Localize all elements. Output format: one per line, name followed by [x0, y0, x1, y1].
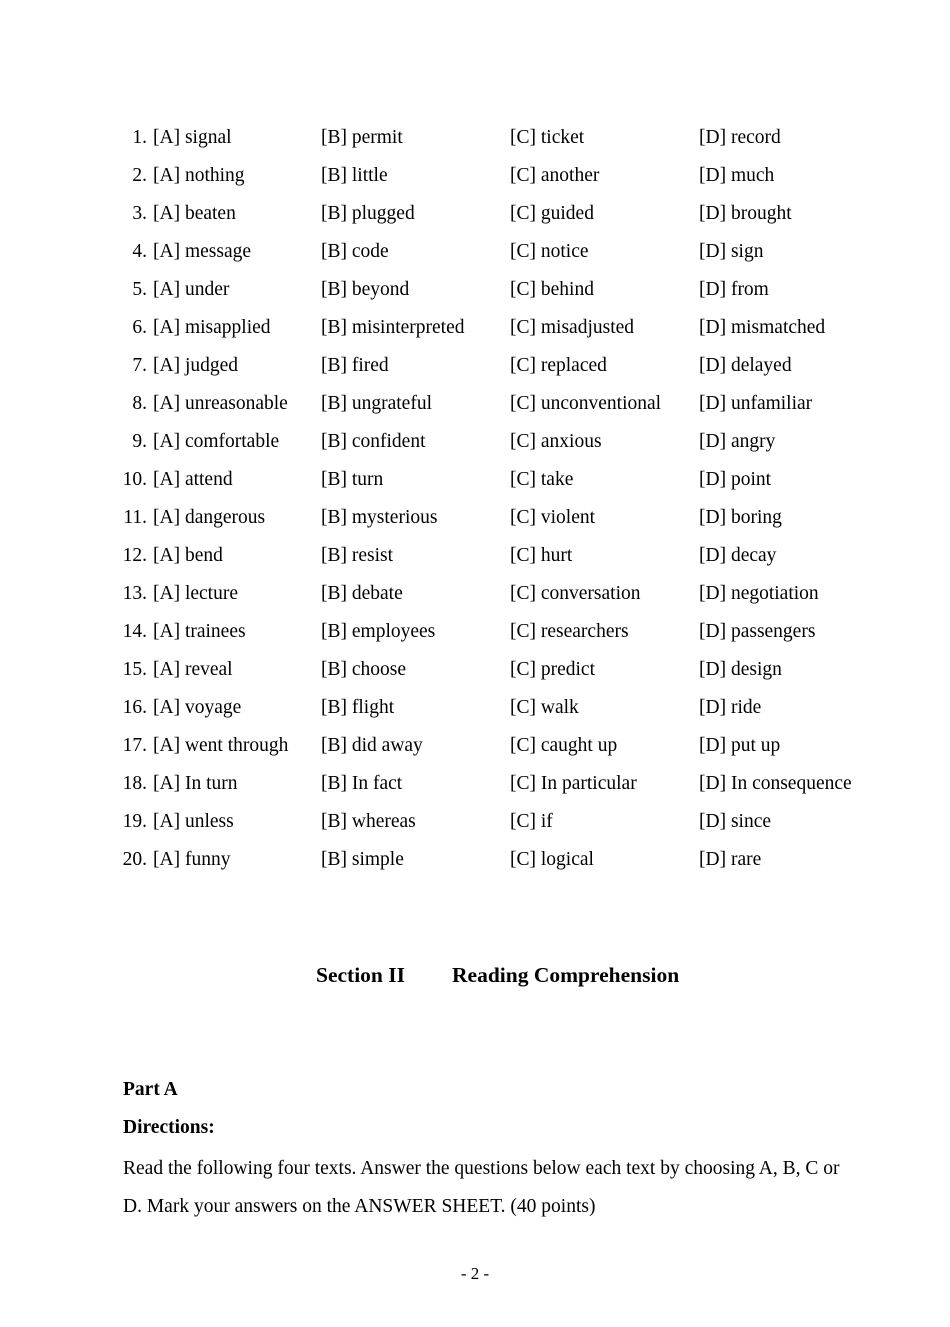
question-number: 15.	[122, 659, 147, 680]
question-row	[0, 350, 950, 388]
question-row	[0, 388, 950, 426]
option-c: [C] researchers	[510, 621, 629, 642]
option-a: [A] comfortable	[153, 431, 280, 452]
option-a: [A] In turn	[153, 773, 238, 794]
option-c: [C] In particular	[510, 773, 637, 794]
option-a: [A] beaten	[153, 203, 236, 224]
option-d: [D] mismatched	[699, 317, 826, 338]
question-row	[0, 426, 950, 464]
question-number: 8.	[132, 393, 147, 414]
option-b: [B] misinterpreted	[321, 317, 465, 338]
option-c: [C] notice	[510, 241, 589, 262]
option-a: [A] unless	[153, 811, 234, 832]
question-number: 7.	[132, 355, 147, 376]
option-c: [C] predict	[510, 659, 596, 680]
option-b: [B] beyond	[321, 279, 410, 300]
question-row	[0, 236, 950, 274]
section-label: Section II	[316, 963, 405, 987]
option-d: [D] boring	[699, 507, 782, 528]
question-row	[0, 616, 950, 654]
question-row	[0, 502, 950, 540]
option-b: [B] ungrateful	[321, 393, 433, 414]
option-c: [C] logical	[510, 849, 594, 870]
option-d: [D] rare	[699, 849, 762, 870]
question-number: 4.	[132, 241, 147, 262]
question-row	[0, 160, 950, 198]
option-b: [B] turn	[321, 469, 384, 490]
directions-label: Directions:	[123, 1117, 215, 1138]
question-number: 13.	[122, 583, 147, 604]
option-a: [A] bend	[153, 545, 223, 566]
option-c: [C] walk	[510, 697, 579, 718]
option-a: [A] funny	[153, 849, 231, 870]
option-b: [B] In fact	[321, 773, 403, 794]
option-a: [A] went through	[153, 735, 289, 756]
option-d: [D] much	[699, 165, 775, 186]
question-row	[0, 844, 950, 882]
option-d: [D] design	[699, 659, 782, 680]
question-row	[0, 730, 950, 768]
option-b: [B] choose	[321, 659, 407, 680]
question-number: 17.	[122, 735, 147, 756]
option-c: [C] behind	[510, 279, 594, 300]
section-name: Reading Comprehension	[452, 963, 680, 987]
section-heading	[316, 960, 680, 990]
question-number: 3.	[132, 203, 147, 224]
option-c: [C] anxious	[510, 431, 602, 452]
option-a: [A] voyage	[153, 697, 242, 718]
question-number: 18.	[122, 773, 147, 794]
question-number: 19.	[122, 811, 147, 832]
option-c: [C] caught up	[510, 735, 618, 756]
option-c: [C] unconventional	[510, 393, 662, 414]
question-number: 12.	[122, 545, 147, 566]
option-d: [D] brought	[699, 203, 792, 224]
option-a: [A] reveal	[153, 659, 233, 680]
option-d: [D] negotiation	[699, 583, 819, 604]
option-d: [D] delayed	[699, 355, 792, 376]
question-row	[0, 578, 950, 616]
question-row	[0, 198, 950, 236]
option-c: [C] take	[510, 469, 574, 490]
option-b: [B] debate	[321, 583, 403, 604]
question-number: 16.	[122, 697, 147, 718]
question-row	[0, 464, 950, 502]
option-a: [A] signal	[153, 127, 232, 148]
question-row	[0, 312, 950, 350]
option-c: [C] if	[510, 811, 553, 832]
option-a: [A] dangerous	[153, 507, 266, 528]
option-d: [D] unfamiliar	[699, 393, 813, 414]
option-b: [B] fired	[321, 355, 389, 376]
option-b: [B] employees	[321, 621, 436, 642]
question-number: 14.	[122, 621, 147, 642]
option-c: [C] guided	[510, 203, 594, 224]
option-d: [D] record	[699, 127, 781, 148]
question-number: 20.	[122, 849, 147, 870]
question-row	[0, 768, 950, 806]
page-number: - 2 -	[460, 1264, 490, 1283]
option-c: [C] conversation	[510, 583, 641, 604]
option-d: [D] ride	[699, 697, 762, 718]
question-number: 6.	[132, 317, 147, 338]
option-d: [D] In consequence	[699, 773, 852, 794]
cloze-options-list	[0, 122, 950, 882]
question-number: 2.	[132, 165, 147, 186]
option-d: [D] put up	[699, 735, 781, 756]
option-c: [C] hurt	[510, 545, 573, 566]
option-b: [B] little	[321, 165, 388, 186]
question-row	[0, 806, 950, 844]
option-a: [A] attend	[153, 469, 233, 490]
option-c: [C] misadjusted	[510, 317, 635, 338]
option-c: [C] violent	[510, 507, 596, 528]
question-number: 9.	[132, 431, 147, 452]
option-a: [A] under	[153, 279, 230, 300]
option-c: [C] another	[510, 165, 600, 186]
option-a: [A] misapplied	[153, 317, 271, 338]
question-number: 5.	[132, 279, 147, 300]
directions-text: Read the following four texts. Answer the questions below each text by choosing A, B, C or D. Mark your answers on the ANSWER SHEET. (40 points)	[123, 1158, 840, 1217]
option-a: [A] nothing	[153, 165, 245, 186]
option-b: [B] code	[321, 241, 389, 262]
question-number: 10.	[122, 469, 147, 490]
option-c: [C] replaced	[510, 355, 607, 376]
option-a: [A] judged	[153, 355, 239, 376]
option-d: [D] from	[699, 279, 769, 300]
part-title: Part A	[123, 1079, 178, 1100]
question-row	[0, 692, 950, 730]
question-row	[0, 122, 950, 160]
option-b: [B] did away	[321, 735, 423, 756]
option-c: [C] ticket	[510, 127, 585, 148]
option-d: [D] decay	[699, 545, 777, 566]
option-d: [D] angry	[699, 431, 776, 452]
option-b: [B] simple	[321, 849, 404, 870]
question-number: 11.	[123, 507, 147, 528]
option-a: [A] lecture	[153, 583, 238, 604]
option-a: [A] trainees	[153, 621, 246, 642]
question-row	[0, 540, 950, 578]
option-b: [B] flight	[321, 697, 395, 718]
question-number: 1.	[132, 127, 147, 148]
option-d: [D] passengers	[699, 621, 816, 642]
option-b: [B] permit	[321, 127, 403, 148]
option-d: [D] since	[699, 811, 772, 832]
option-b: [B] mysterious	[321, 507, 438, 528]
option-b: [B] resist	[321, 545, 394, 566]
option-d: [D] sign	[699, 241, 764, 262]
option-d: [D] point	[699, 469, 772, 490]
question-row	[0, 274, 950, 312]
option-b: [B] confident	[321, 431, 426, 452]
option-a: [A] unreasonable	[153, 393, 288, 414]
question-row	[0, 654, 950, 692]
option-b: [B] plugged	[321, 203, 415, 224]
option-a: [A] message	[153, 241, 252, 262]
option-b: [B] whereas	[321, 811, 416, 832]
